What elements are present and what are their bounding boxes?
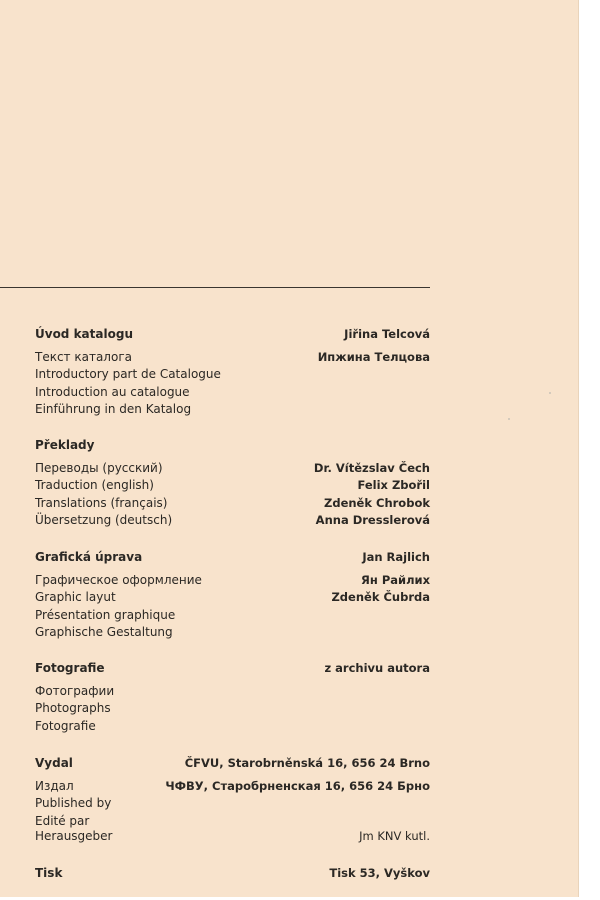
credit-line-label: Текст каталога: [35, 349, 132, 364]
credit-line-name: Ипжина Телцова: [317, 349, 430, 364]
credit-line-label: Traduction (english): [35, 478, 154, 492]
paper-speck: [508, 418, 510, 420]
section-photographs: [35, 660, 430, 735]
credit-line: [35, 795, 430, 813]
section-translations: [35, 437, 430, 530]
credit-line-label: Graphic layut: [35, 590, 116, 604]
credit-line-name: Ян Райлих: [361, 572, 430, 587]
credit-line: [35, 589, 430, 607]
printer-name: Tisk 53, Vyškov: [329, 866, 430, 880]
credit-line: [35, 401, 430, 419]
credit-line-label: Herausgeber: [35, 829, 113, 843]
section-heading: Překlady: [35, 438, 95, 452]
section-heading: Grafická úprava: [35, 550, 143, 564]
section-credit: z archivu autora: [324, 661, 430, 675]
credit-line-label: Introductory part de Catalogue: [35, 367, 221, 381]
credit-line-label: Photographs: [35, 701, 111, 715]
credit-line: [35, 607, 430, 625]
credit-line-label: Einführung in den Katalog: [35, 402, 192, 416]
credit-line: [35, 384, 430, 402]
section-introduction: [35, 326, 430, 419]
credit-line-label: Fotografie: [35, 718, 96, 733]
credit-line-label: Introduction au catalogue: [35, 384, 190, 399]
credit-line-name: Anna Dresslerová: [315, 513, 430, 527]
credit-line: [35, 828, 430, 846]
credit-line-label: Переводы (русский): [35, 460, 163, 475]
credit-line-label: Présentation graphique: [35, 607, 176, 622]
credit-line: [35, 700, 430, 718]
credit-line-name: Zdeněk Chrobok: [324, 495, 430, 510]
credit-line-name: Jm KNV kutl.: [359, 829, 430, 843]
section-heading-row: [35, 660, 430, 678]
credit-line-label: Фотографии: [35, 683, 115, 698]
credit-line: [35, 512, 430, 530]
credit-line-name: ЧФВУ, Старобрненская 16, 656 24 Брно: [165, 778, 430, 793]
credit-line: [35, 460, 430, 478]
section-heading-row: [35, 326, 430, 344]
credit-line-label: Graphische Gestaltung: [35, 625, 173, 639]
horizontal-rule: [0, 287, 430, 288]
credit-line: [35, 477, 430, 495]
section-heading: Fotografie: [35, 661, 105, 675]
credit-line: [35, 718, 430, 736]
credit-line-name: Zdeněk Čubrda: [331, 590, 430, 604]
credit-line: [35, 572, 430, 590]
paper-speck: [549, 392, 551, 394]
section-credit: ČFVU, Starobrněnská 16, 656 24 Brno: [184, 756, 430, 770]
credit-line-label: Translations (français): [35, 495, 168, 510]
credit-line: [35, 366, 430, 384]
section-heading: Úvod katalogu: [35, 327, 133, 341]
credit-line-label: Übersetzung (deutsch): [35, 513, 173, 527]
credit-line: [35, 683, 430, 701]
section-graphic-design: [35, 549, 430, 642]
section-heading-row: [35, 437, 430, 455]
section-heading: Vydal: [35, 756, 73, 770]
credit-line: [35, 624, 430, 642]
section-credit: Jan Rajlich: [362, 550, 430, 564]
credit-line-label: Published by: [35, 796, 112, 810]
print-label: Tisk: [35, 866, 63, 880]
print-footer: [35, 865, 430, 883]
credit-line-label: Издал: [35, 778, 74, 793]
section-publisher: [35, 755, 430, 846]
credit-line: [35, 778, 430, 796]
section-heading-row: [35, 549, 430, 567]
credit-line-label: Edité par: [35, 813, 90, 828]
credit-line: [35, 495, 430, 513]
credit-line-name: Dr. Vítězslav Čech: [313, 460, 430, 475]
section-heading-row: [35, 755, 430, 773]
section-credit: Jiřina Telcová: [344, 327, 430, 341]
credit-line-name: Felix Zbořil: [357, 478, 430, 492]
credit-line-label: Графическое оформление: [35, 572, 202, 587]
credit-line: [35, 349, 430, 367]
